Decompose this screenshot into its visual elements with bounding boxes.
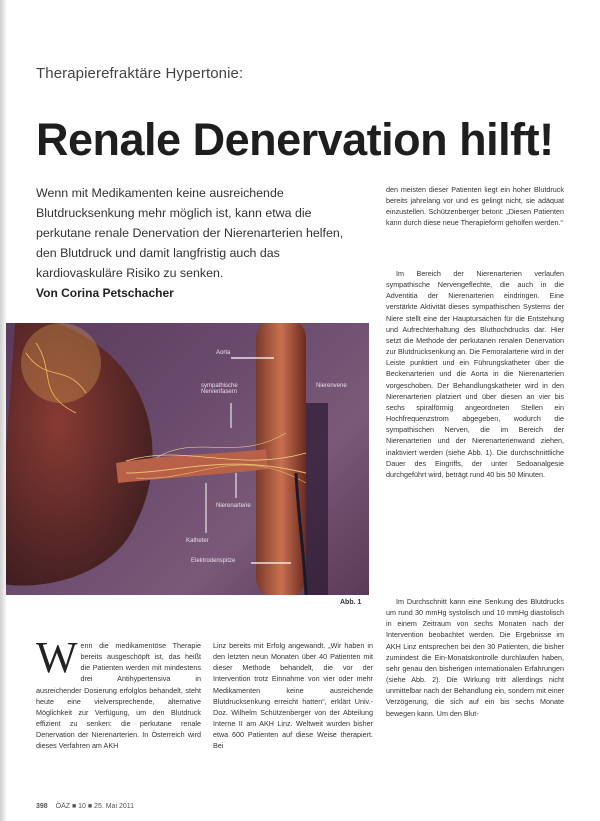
issue-info: ÖÄZ ■ 10 ■ 25. Mai 2011 (55, 803, 135, 810)
drop-cap: W (36, 633, 78, 682)
body-column-3-top (386, 184, 564, 229)
body-column-3-mid (386, 268, 564, 480)
label-aorta: Aorta (216, 350, 231, 356)
body-text-3a: den meisten dieser Patienten liegt ein hoher Blutdruck bereits jahrelang vor und es gelingt nicht, sie adäquat einzustellen. Schützenberger betont: „Diesen Patienten kann durch diese neue Therapieform geholfen werden.“ (386, 185, 564, 228)
body-column-3-bottom (386, 596, 564, 719)
page-number: 398 (36, 803, 48, 810)
body-text-3c: Im Durchschnitt kann eine Senkung des Blutdrucks um rund 30 mmHg systolisch und 10 mmHg diastolisch in einem Zeitraum von sechs Monaten nach der Intervention beobachtet werden. Die Ergebnisse im AKH Linz entsprechen bei den 30 Patienten, die bisher zumindest die Ein-Monatskontrolle durchlaufen haben, sehr genau den bisherigen internationalen Erfahrungen (siehe Abb. 2). Die Wirkung tritt allerdings nicht unmittelbar nach der Behandlung ein, sondern mit einer Verzögerung, die sich auf ein bis sechs Monate bewegen kann. Um den Blut- (386, 597, 564, 718)
article-kicker: Therapierefraktäre Hypertonie: (36, 65, 244, 82)
body-column-2 (213, 640, 373, 752)
article-headline: Renale Denervation hilft! (36, 114, 554, 165)
byline: Von Corina Petschacher (36, 286, 174, 300)
anatomy-drawing (6, 323, 369, 595)
body-column-1 (36, 633, 201, 752)
label-vein: Nierenvene (316, 383, 347, 389)
lead-text: Wenn mit Medikamenten keine ausreichende Blutdrucksenkung mehr möglich ist, kann etwa die perkutane renale Denervation der Nierenarterien helfen, den Blutdruck und damit langfristig auch das kardiovaskuläre Risiko zu senken. (36, 186, 344, 280)
figure-caption: Abb. 1 (340, 599, 362, 606)
article-lead (36, 183, 361, 303)
label-catheter: Katheter (186, 538, 209, 544)
label-nerves: sympathische Nervenfasern (201, 383, 238, 395)
denervation-illustration (6, 323, 369, 595)
body-text-1: enn die medikamentöse Therapie bereits ausgeschöpft ist, das heißt die Patienten werden mit mindestens drei Antihypertensiva in ausreichender Dosierung erfolglos behandelt, steht heute eine vielversprechende, alternative Möglichkeit zur Verfügung, um den Blutdruck effizient zu senken: die perkutane renale Denervation der Nierenarterien. In Österreich wird dieses Verfahren am AKH (36, 641, 201, 751)
label-catheter-tip: Elektrodenspitze (191, 558, 236, 564)
body-text-2: Linz bereits mit Erfolg angewandt. „Wir haben in den letzten neun Monaten über 40 Patienten mit dieser Methode behandelt, die vor der Intervention trotz Einnahme von vier oder mehr Medikamenten keine ausreichende Blutdrucksenkung erreicht hatten“, erklärt Univ.-Doz. Wilhelm Schützenberger von der Abteilung Interne II am AKH Linz. Weltweit wurden bisher etwa 600 Patienten auf diese Weise therapiert. Bei (213, 641, 373, 751)
page-footer (36, 803, 134, 810)
label-kidney-artery: Nierenarterie (216, 503, 251, 509)
body-text-3b: Im Bereich der Nierenarterien verlaufen sympathische Nervengeflechte, die auch in die Adventitia der Nierenarterien eindringen. Eine verstärkte Aktivität dieses sympathischen Systems der Niere stellt eine der Hauptursachen für die Entstehung und Aufrechterhaltung des Bluthochdrucks dar. Hier setzt die Methode der perkutanen renalen Denervation zur Blutdrucksenkung an. Die Femoralarterie wird in der Leiste punktiert und ein Führungskatheter über die Beckenarterien und die Aorta in die Nierenarterien vorgeschoben. Der Behandlungskatheter wird in den Nierenarterien platziert und über diesen an vier bis sechs spiralförmig angeordneten Stellen ein Hochfrequenzstrom abgegeben, wodurch die sympathischen Nerven, die im Bereich der Nierenarterien und der Nierenarterienwand ziehen, inaktiviert werden (siehe Abb. 1). Die durchschnittliche Dauer des Eingriffs, der unter Sedoanalgesie durchgeführt wird, beträgt rund 40 bis 50 Minuten. (386, 269, 564, 479)
